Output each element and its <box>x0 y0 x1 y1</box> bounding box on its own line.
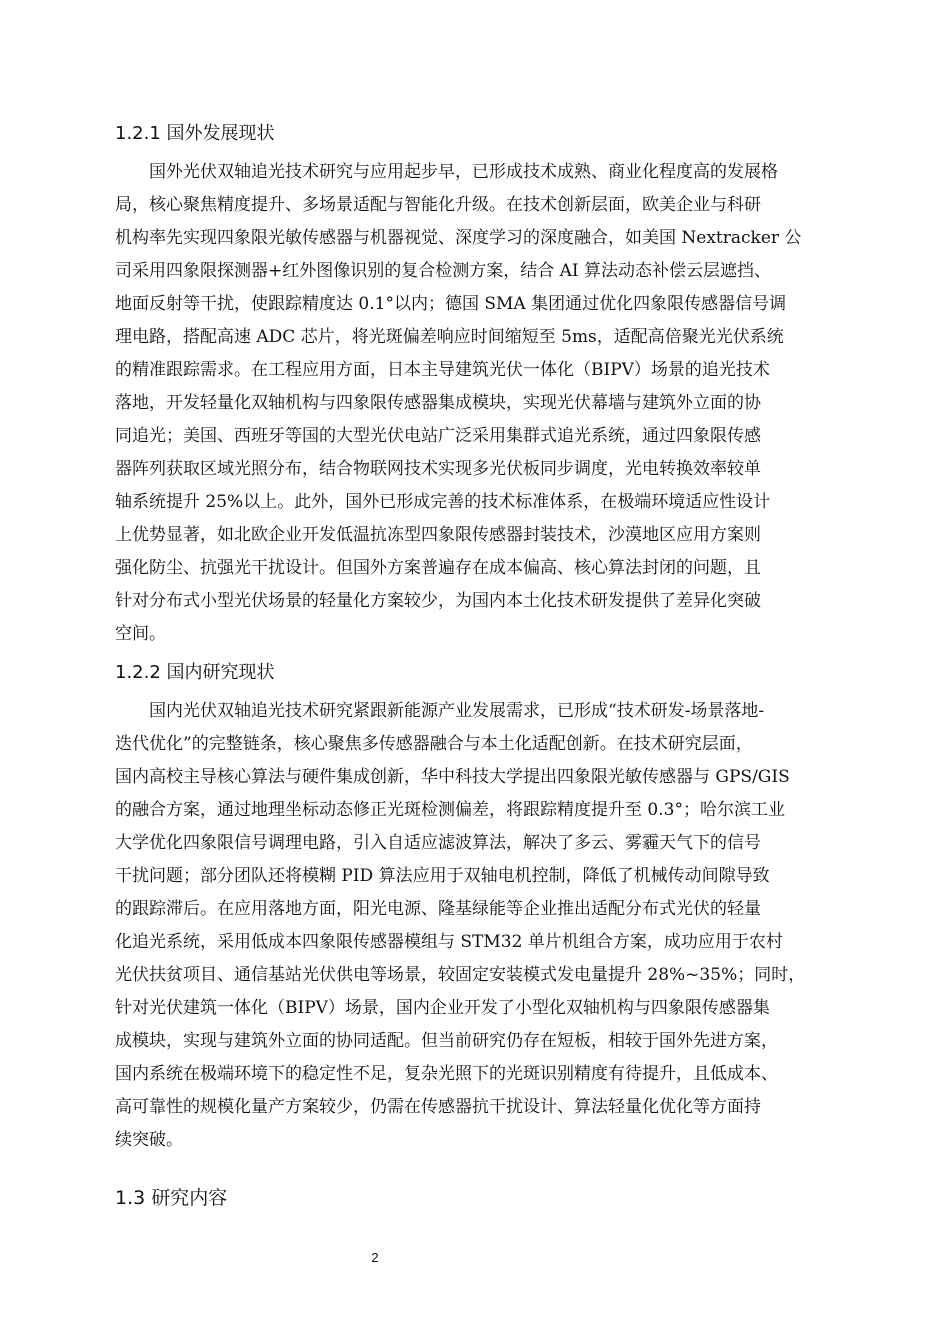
text-line: 迭代优化”的完整链条，核心聚焦多传感器融合与本土化适配创新。在技术研究层面， <box>115 734 753 754</box>
text-line: 地面反射等干扰，使跟踪精度达 0.1°以内；德国 SMA 集团通过优化四象限传感器信号调 <box>115 294 787 314</box>
text-line: 理电路，搭配高速 ADC 芯片，将光斑偏差响应时间缩短至 5ms，适配高倍聚光光伏系统 <box>115 327 784 347</box>
section-heading-1-2-2: 1.2.2 国内研究现状 <box>115 662 275 683</box>
text-line: 续突破。 <box>115 1130 183 1150</box>
text-line: 上优势显著，如北欧企业开发低温抗冻型四象限传感器封装技术，沙漠地区应用方案则 <box>115 525 761 545</box>
text-line: 空间。 <box>115 624 166 644</box>
text-line: 机构率先实现四象限光敏传感器与机器视觉、深度学习的深度融合，如美国 Nextracker 公 <box>115 228 802 248</box>
text-line: 国内高校主导核心算法与硬件集成创新，华中科技大学提出四象限光敏传感器与 GPS/GIS <box>115 767 790 787</box>
text-line: 国内系统在极端环境下的稳定性不足，复杂光照下的光斑识别精度有待提升，且低成本、 <box>115 1064 778 1084</box>
text-line: 成模块，实现与建筑外立面的协同适配。但当前研究仍存在短板，相较于国外先进方案， <box>115 1031 778 1051</box>
text-line: 强化防尘、抗强光干扰设计。但国外方案普遍存在成本偏高、核心算法封闭的问题，且 <box>115 558 761 578</box>
text-line: 器阵列获取区域光照分布，结合物联网技术实现多光伏板同步调度，光电转换效率较单 <box>115 459 761 479</box>
text-line: 光伏扶贫项目、通信基站光伏供电等场景，较固定安装模式发电量提升 28%~35%；同时， <box>115 965 806 985</box>
text-line: 司采用四象限探测器+红外图像识别的复合检测方案，结合 AI 算法动态补偿云层遮挡、 <box>115 261 772 281</box>
paragraph-foreign-status <box>115 156 865 651</box>
text-line: 落地，开发轻量化双轴机构与四象限传感器集成模块，实现光伏幕墙与建筑外立面的协 <box>115 393 761 413</box>
text-line: 局，核心聚焦精度提升、多场景适配与智能化升级。在技术创新层面，欧美企业与科研 <box>115 195 761 215</box>
text-line: 轴系统提升 25%以上。此外，国外已形成完善的技术标准体系，在极端环境适应性设计 <box>115 492 771 512</box>
section-heading-1-3: 1.3 研究内容 <box>115 1187 228 1209</box>
text-line: 大学优化四象限信号调理电路，引入自适应滤波算法，解决了多云、雾霾天气下的信号 <box>115 833 761 853</box>
page-number: 2 <box>371 1250 379 1265</box>
text-line: 国外光伏双轴追光技术研究与应用起步早，已形成技术成熟、商业化程度高的发展格 <box>149 162 778 182</box>
text-line: 的跟踪滞后。在应用落地方面，阳光电源、隆基绿能等企业推出适配分布式光伏的轻量 <box>115 899 761 919</box>
text-line: 针对光伏建筑一体化（BIPV）场景，国内企业开发了小型化双轴机构与四象限传感器集 <box>115 998 770 1018</box>
text-line: 针对分布式小型光伏场景的轻量化方案较少，为国内本土化技术研发提供了差异化突破 <box>115 591 761 611</box>
paragraph-domestic-status <box>115 695 865 1157</box>
text-line: 的精准跟踪需求。在工程应用方面，日本主导建筑光伏一体化（BIPV）场景的追光技术 <box>115 360 770 380</box>
text-line: 同追光；美国、西班牙等国的大型光伏电站广泛采用集群式追光系统，通过四象限传感 <box>115 426 761 446</box>
text-line: 的融合方案，通过地理坐标动态修正光斑检测偏差，将跟踪精度提升至 0.3°；哈尔滨工业 <box>115 800 785 820</box>
text-line: 高可靠性的规模化量产方案较少，仍需在传感器抗干扰设计、算法轻量化优化等方面持 <box>115 1097 761 1117</box>
text-line: 国内光伏双轴追光技术研究紧跟新能源产业发展需求，已形成“技术研发-场景落地- <box>149 701 765 721</box>
section-heading-1-2-1: 1.2.1 国外发展现状 <box>115 123 275 144</box>
text-line: 化追光系统，采用低成本四象限传感器模组与 STM32 单片机组合方案，成功应用于农村 <box>115 932 783 952</box>
text-line: 干扰问题；部分团队还将模糊 PID 算法应用于双轴电机控制，降低了机械传动间隙导致 <box>115 866 770 886</box>
